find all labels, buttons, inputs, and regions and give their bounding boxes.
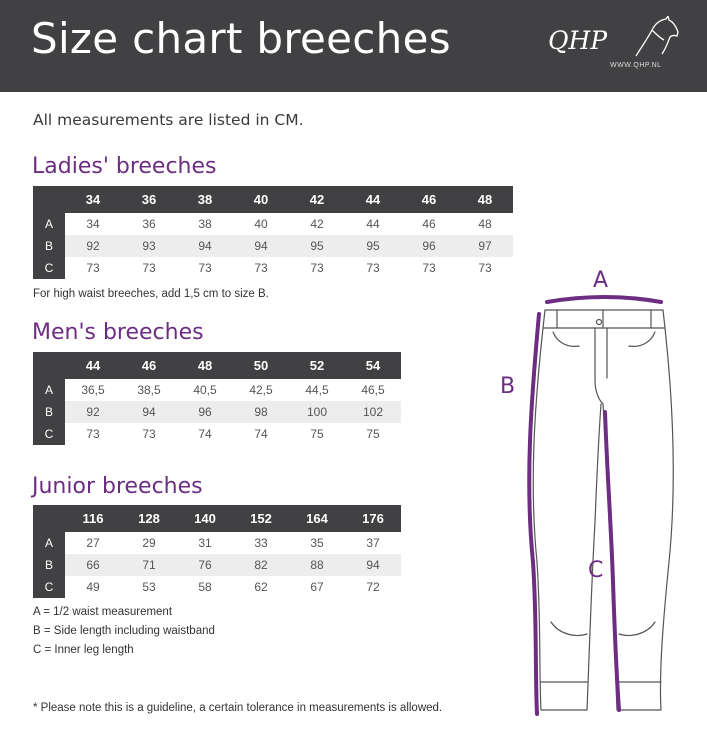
diagram-label-c: C xyxy=(588,558,604,583)
men-section-title: Men's breeches xyxy=(32,320,204,345)
table-cell: 48 xyxy=(478,217,492,231)
size-header: 48 xyxy=(457,186,513,213)
table-cell: 44 xyxy=(366,217,380,231)
tolerance-footnote: * Please note this is a guideline, a certain tolerance in measurements is allowed. xyxy=(33,702,443,714)
table-row xyxy=(33,257,513,279)
table-cell: 98 xyxy=(233,401,289,423)
table-cell: 33 xyxy=(254,536,268,550)
row-label: C xyxy=(33,257,65,279)
size-header: 44 xyxy=(345,186,401,213)
table-cell: 95 xyxy=(345,235,401,257)
men-size-table xyxy=(33,352,401,445)
size-header: 44 xyxy=(65,352,121,379)
table-cell: 97 xyxy=(457,235,513,257)
table-cell: 95 xyxy=(289,235,345,257)
table-row xyxy=(33,532,401,554)
table-cell: 74 xyxy=(254,427,268,441)
table-cell: 73 xyxy=(142,261,156,275)
diagram-label-a: A xyxy=(593,268,609,293)
size-header: 164 xyxy=(289,505,345,532)
table-cell: 37 xyxy=(366,536,380,550)
table-cell: 96 xyxy=(401,235,457,257)
table-cell: 62 xyxy=(254,580,268,594)
table-cell: 71 xyxy=(121,554,177,576)
table-cell: 72 xyxy=(366,580,380,594)
junior-size-table xyxy=(33,505,401,598)
table-cell: 46 xyxy=(422,217,436,231)
table-header-row xyxy=(33,186,513,213)
row-label: C xyxy=(33,576,65,598)
size-header: 40 xyxy=(233,186,289,213)
page-title: Size chart breeches xyxy=(31,14,451,63)
table-cell: 100 xyxy=(289,401,345,423)
horse-head-icon xyxy=(628,16,680,62)
row-label: B xyxy=(33,554,65,576)
table-cell: 94 xyxy=(233,235,289,257)
size-header: 176 xyxy=(345,505,401,532)
table-cell: 29 xyxy=(142,536,156,550)
table-cell: 36,5 xyxy=(81,383,105,397)
size-header: 42 xyxy=(289,186,345,213)
table-cell: 88 xyxy=(289,554,345,576)
table-cell: 75 xyxy=(366,427,380,441)
table-corner-cell xyxy=(33,352,65,379)
table-cell: 94 xyxy=(121,401,177,423)
table-cell: 102 xyxy=(345,401,401,423)
table-cell: 31 xyxy=(198,536,212,550)
size-header: 128 xyxy=(121,505,177,532)
table-cell: 46,5 xyxy=(361,383,385,397)
size-header: 34 xyxy=(65,186,121,213)
row-label: A xyxy=(33,213,65,235)
table-cell: 92 xyxy=(65,401,121,423)
table-corner-cell xyxy=(33,186,65,213)
measure-c-line xyxy=(605,412,619,710)
table-row xyxy=(33,554,401,576)
table-cell: 94 xyxy=(177,235,233,257)
measure-a-line xyxy=(547,297,661,302)
table-cell: 44,5 xyxy=(305,383,329,397)
table-cell: 40,5 xyxy=(193,383,217,397)
table-cell: 93 xyxy=(121,235,177,257)
table-header-row xyxy=(33,352,401,379)
legend-c: C = Inner leg length xyxy=(33,644,134,656)
page-header xyxy=(0,0,707,92)
table-cell: 38 xyxy=(198,217,212,231)
table-cell: 53 xyxy=(142,580,156,594)
table-cell: 36 xyxy=(142,217,156,231)
size-header: 140 xyxy=(177,505,233,532)
table-cell: 73 xyxy=(198,261,212,275)
junior-section-title: Junior breeches xyxy=(32,474,203,499)
table-cell: 75 xyxy=(310,427,324,441)
size-header: 46 xyxy=(121,352,177,379)
size-header: 38 xyxy=(177,186,233,213)
table-cell: 94 xyxy=(345,554,401,576)
size-header: 152 xyxy=(233,505,289,532)
size-header: 52 xyxy=(289,352,345,379)
table-cell: 27 xyxy=(86,536,100,550)
table-cell: 73 xyxy=(478,261,492,275)
table-cell: 42 xyxy=(310,217,324,231)
row-label: A xyxy=(33,532,65,554)
table-cell: 73 xyxy=(254,261,268,275)
logo-url: WWW.QHP.NL xyxy=(610,62,662,69)
table-cell: 73 xyxy=(142,427,156,441)
table-cell: 38,5 xyxy=(137,383,161,397)
table-row xyxy=(33,235,513,257)
table-cell: 73 xyxy=(86,261,100,275)
table-cell: 74 xyxy=(198,427,212,441)
size-header: 116 xyxy=(65,505,121,532)
ladies-section-title: Ladies' breeches xyxy=(32,154,217,179)
row-label: C xyxy=(33,423,65,445)
table-row xyxy=(33,576,401,598)
ladies-size-table xyxy=(33,186,513,279)
table-cell: 42,5 xyxy=(249,383,273,397)
size-header: 50 xyxy=(233,352,289,379)
table-cell: 73 xyxy=(422,261,436,275)
intro-text: All measurements are listed in CM. xyxy=(33,111,304,129)
size-header: 36 xyxy=(121,186,177,213)
high-waist-note: For high waist breeches, add 1,5 cm to size B. xyxy=(33,288,269,300)
table-cell: 40 xyxy=(254,217,268,231)
table-cell: 92 xyxy=(65,235,121,257)
size-header: 54 xyxy=(345,352,401,379)
size-header: 46 xyxy=(401,186,457,213)
table-cell: 66 xyxy=(65,554,121,576)
row-label: B xyxy=(33,401,65,423)
breeches-diagram-icon xyxy=(495,262,695,722)
legend-b: B = Side length including waistband xyxy=(33,625,215,637)
qhp-logo xyxy=(548,16,680,74)
table-header-row xyxy=(33,505,401,532)
table-cell: 34 xyxy=(86,217,100,231)
size-header: 48 xyxy=(177,352,233,379)
table-cell: 49 xyxy=(86,580,100,594)
diagram-label-b: B xyxy=(500,374,516,399)
table-cell: 96 xyxy=(177,401,233,423)
table-cell: 76 xyxy=(177,554,233,576)
table-cell: 35 xyxy=(310,536,324,550)
table-cell: 58 xyxy=(198,580,212,594)
table-row xyxy=(33,401,401,423)
legend-a: A = 1/2 waist measurement xyxy=(33,606,173,618)
table-cell: 82 xyxy=(233,554,289,576)
logo-text: QHP xyxy=(548,26,608,55)
table-cell: 73 xyxy=(366,261,380,275)
table-cell: 67 xyxy=(310,580,324,594)
table-cell: 73 xyxy=(86,427,100,441)
table-row xyxy=(33,423,401,445)
table-row xyxy=(33,379,401,401)
table-row xyxy=(33,213,513,235)
table-cell: 73 xyxy=(310,261,324,275)
row-label: A xyxy=(33,379,65,401)
row-label: B xyxy=(33,235,65,257)
table-corner-cell xyxy=(33,505,65,532)
